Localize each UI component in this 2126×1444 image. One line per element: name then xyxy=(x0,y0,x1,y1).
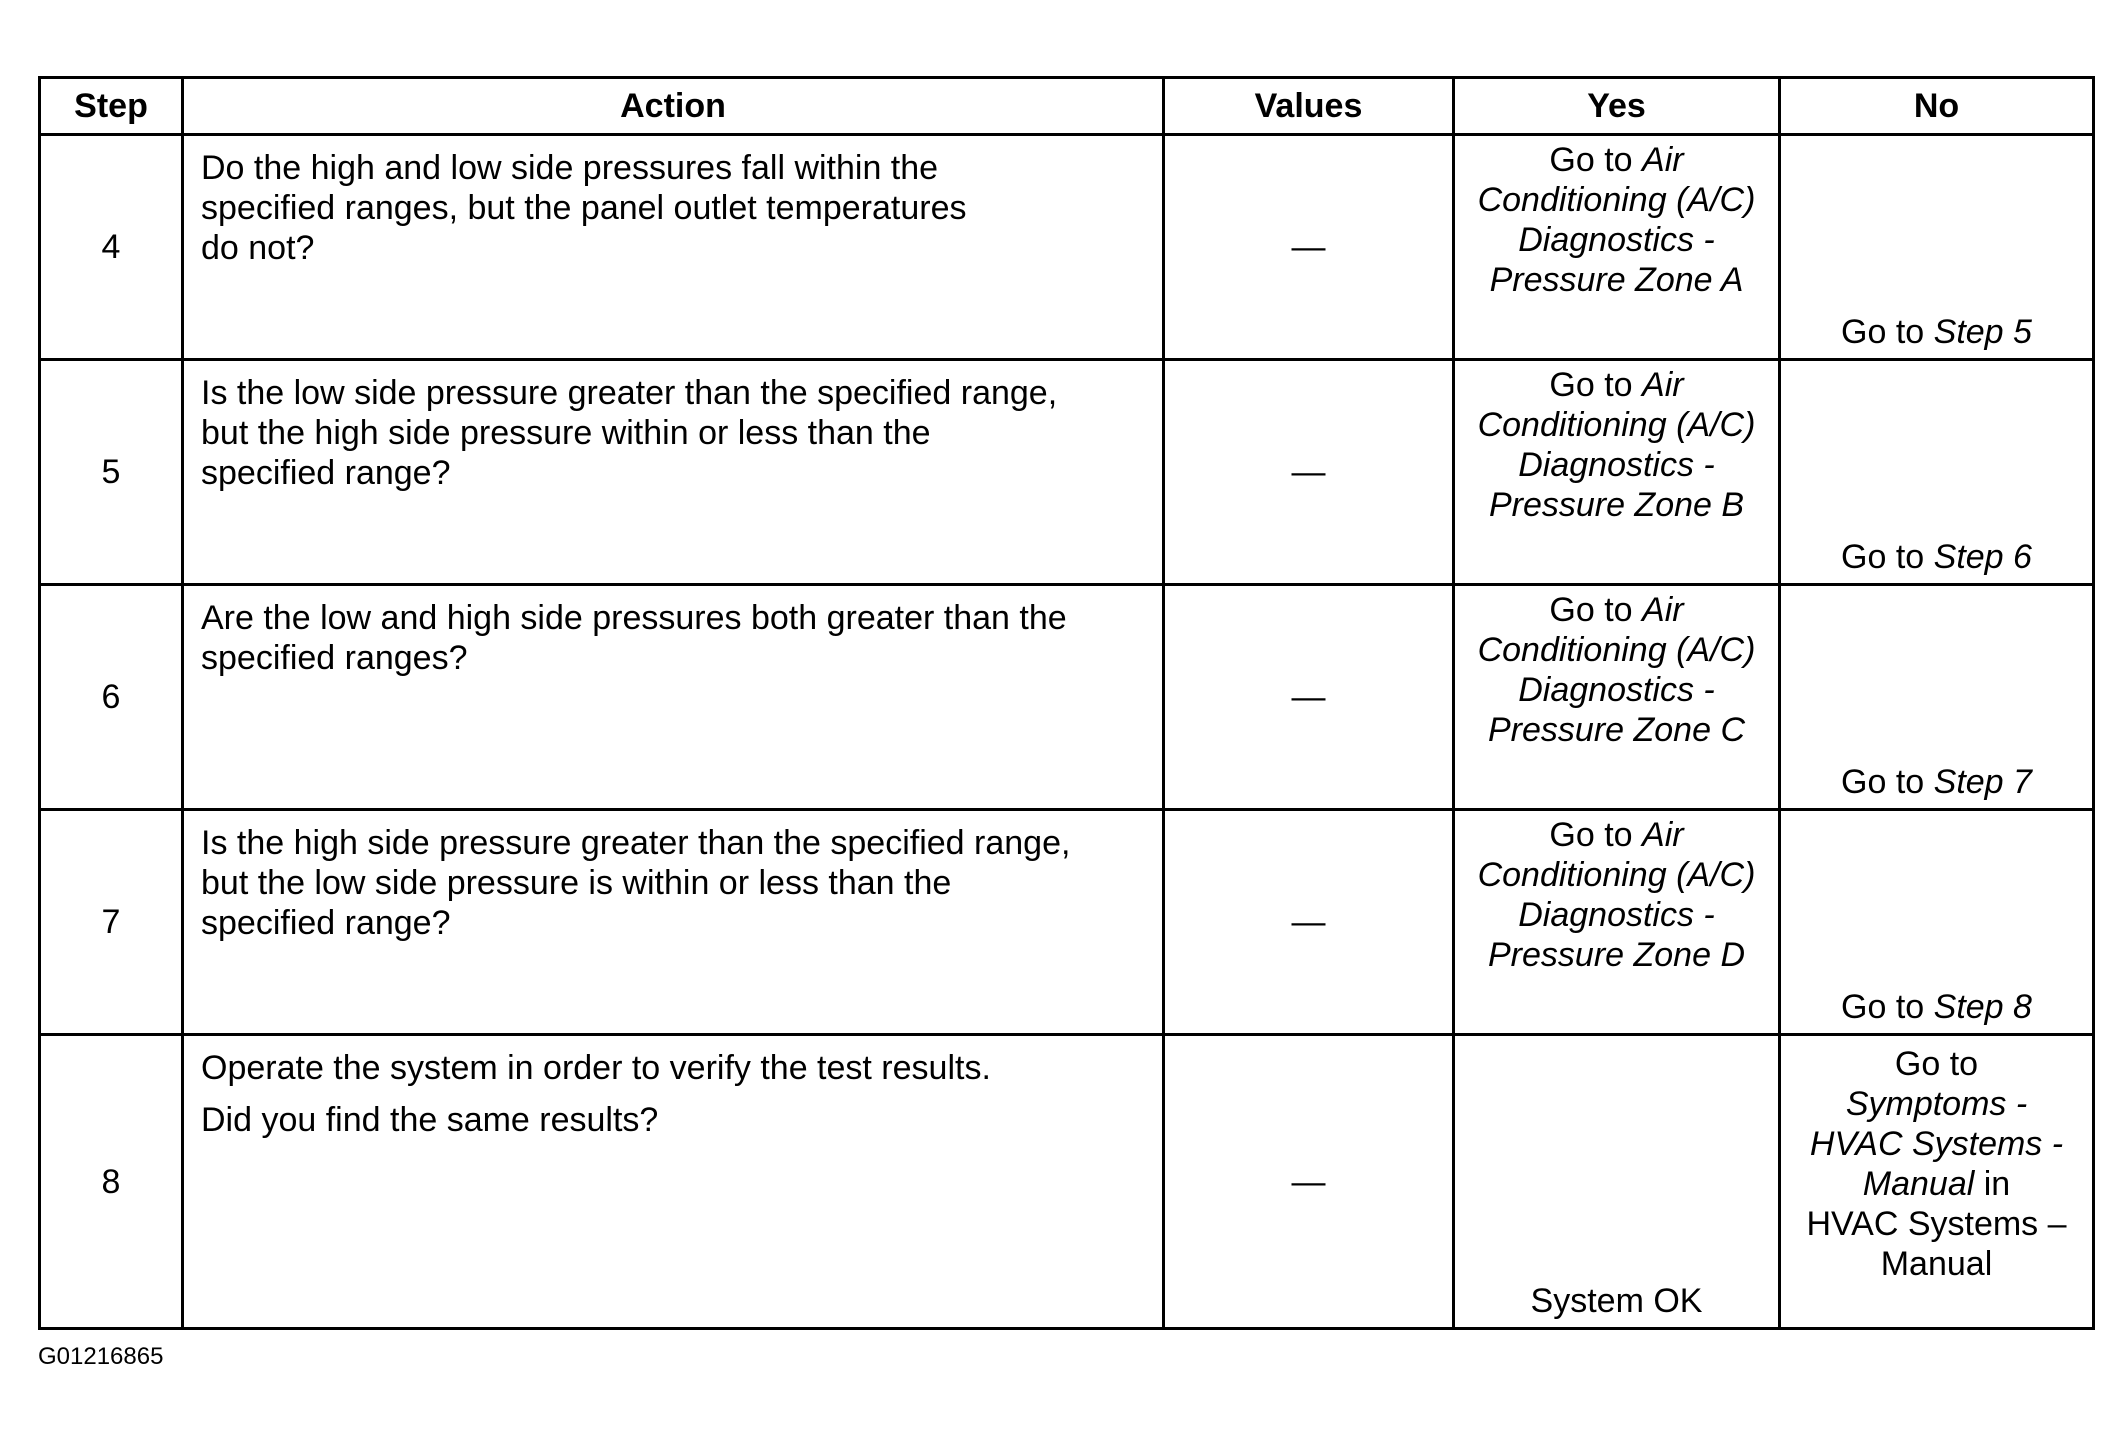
action-line: Is the high side pressure greater than the specified range, xyxy=(201,824,1071,862)
value-cell: — xyxy=(1164,135,1454,360)
yes-link[interactable]: Pressure Zone B xyxy=(1488,486,1745,524)
step-number: 4 xyxy=(40,135,183,360)
action-line: specified range? xyxy=(201,454,451,492)
yes-link[interactable]: Air xyxy=(1642,366,1684,404)
no-cell xyxy=(1780,1035,2094,1329)
no-prefix: Go to xyxy=(1841,538,1934,576)
no-cell xyxy=(1780,135,2094,360)
action-cell xyxy=(183,360,1164,585)
header-no: No xyxy=(1780,78,2094,135)
step-number: 7 xyxy=(40,810,183,1035)
no-link[interactable]: Symptoms - xyxy=(1845,1085,2028,1123)
value-cell: — xyxy=(1164,1035,1454,1329)
yes-link[interactable]: Air xyxy=(1642,591,1684,629)
table-row xyxy=(40,360,2094,585)
action-line: but the high side pressure within or less than the xyxy=(201,414,931,452)
no-link[interactable]: Step 7 xyxy=(1933,763,2032,801)
yes-link[interactable]: Conditioning (A/C) xyxy=(1477,406,1756,444)
yes-link[interactable]: Diagnostics - xyxy=(1518,896,1715,934)
table-row xyxy=(40,135,2094,360)
value-cell: — xyxy=(1164,360,1454,585)
yes-link[interactable]: Air xyxy=(1642,141,1684,179)
no-manual-ref: HVAC Systems – xyxy=(1806,1205,2067,1243)
yes-link[interactable]: Diagnostics - xyxy=(1518,671,1715,709)
step-number: 5 xyxy=(40,360,183,585)
table-row xyxy=(40,585,2094,810)
yes-link[interactable]: Air xyxy=(1642,816,1684,854)
figure-id: G01216865 xyxy=(38,1343,164,1370)
no-link[interactable]: Step 5 xyxy=(1933,313,2032,351)
action-cell xyxy=(183,135,1164,360)
value-cell: — xyxy=(1164,585,1454,810)
yes-cell xyxy=(1454,810,1780,1035)
diagnostic-table xyxy=(38,76,2095,1330)
yes-link[interactable]: Conditioning (A/C) xyxy=(1477,181,1756,219)
no-cell xyxy=(1780,360,2094,585)
yes-link[interactable]: Pressure Zone D xyxy=(1488,936,1745,974)
header-step: Step xyxy=(40,78,183,135)
yes-link[interactable]: Diagnostics - xyxy=(1518,221,1715,259)
yes-link[interactable]: Diagnostics - xyxy=(1518,446,1715,484)
action-cell xyxy=(183,585,1164,810)
yes-link[interactable]: Conditioning (A/C) xyxy=(1477,856,1756,894)
no-prefix: Go to xyxy=(1841,313,1934,351)
header-yes: Yes xyxy=(1454,78,1780,135)
action-line: Are the low and high side pressures both greater than the xyxy=(201,599,1067,637)
table-row xyxy=(40,1035,2094,1329)
no-link[interactable]: Step 8 xyxy=(1933,988,2032,1026)
header-row xyxy=(40,78,2094,135)
action-line: but the low side pressure is within or less than the xyxy=(201,864,952,902)
yes-cell xyxy=(1454,585,1780,810)
no-prefix: Go to xyxy=(1894,1045,1979,1083)
header-action: Action xyxy=(183,78,1164,135)
no-link[interactable]: HVAC Systems - xyxy=(1809,1125,2064,1163)
step-number: 6 xyxy=(40,585,183,810)
yes-link[interactable]: Conditioning (A/C) xyxy=(1477,631,1756,669)
yes-cell xyxy=(1454,1035,1780,1329)
yes-prefix: Go to xyxy=(1549,816,1643,854)
value-cell: — xyxy=(1164,810,1454,1035)
header-values: Values xyxy=(1164,78,1454,135)
action-cell xyxy=(183,1035,1164,1329)
action-line: Do the high and low side pressures fall within the xyxy=(201,149,939,187)
no-link[interactable]: Step 6 xyxy=(1933,538,2032,576)
action-paragraph: Did you find the same results? xyxy=(201,1101,659,1139)
action-line: Is the low side pressure greater than the specified range, xyxy=(201,374,1058,412)
action-line: specified ranges? xyxy=(201,639,468,677)
yes-prefix: Go to xyxy=(1549,141,1643,179)
action-line: do not? xyxy=(201,229,315,267)
action-paragraph: Operate the system in order to verify the test results. xyxy=(201,1049,991,1087)
action-line: specified range? xyxy=(201,904,451,942)
no-link[interactable]: Manual xyxy=(1862,1165,1975,1203)
no-prefix: Go to xyxy=(1841,988,1934,1026)
no-prefix: Go to xyxy=(1841,763,1934,801)
no-cell xyxy=(1780,585,2094,810)
no-suffix: in xyxy=(1974,1165,2011,1203)
yes-prefix: Go to xyxy=(1549,366,1643,404)
yes-prefix: Go to xyxy=(1549,591,1643,629)
yes-cell xyxy=(1454,135,1780,360)
action-line: specified ranges, but the panel outlet temperatures xyxy=(201,189,967,227)
yes-cell xyxy=(1454,360,1780,585)
yes-link[interactable]: Pressure Zone A xyxy=(1489,261,1744,299)
step-number: 8 xyxy=(40,1035,183,1329)
yes-result: System OK xyxy=(1530,1282,1703,1320)
no-manual-ref: Manual xyxy=(1880,1245,1993,1283)
action-cell xyxy=(183,810,1164,1035)
table-row xyxy=(40,810,2094,1035)
no-cell xyxy=(1780,810,2094,1035)
yes-link[interactable]: Pressure Zone C xyxy=(1488,711,1745,749)
